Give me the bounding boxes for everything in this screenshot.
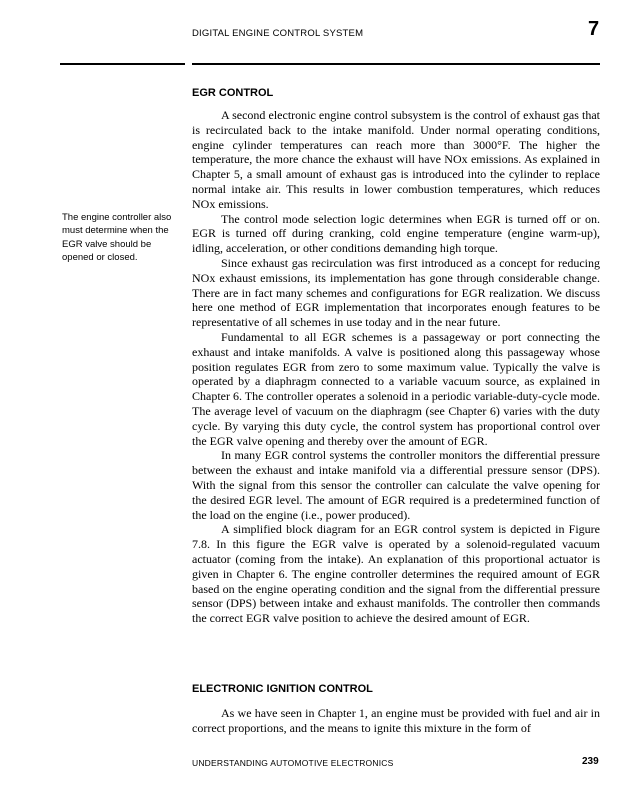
paragraph: The control mode selection logic determines when EGR is turned off or on. EGR is turned off during cranking, cold engine temperature (engine warm-up), idling, acceleration, or other conditions demanding high torque. (192, 211, 600, 256)
chapter-number: 7 (588, 18, 600, 40)
page-number: 239 (582, 756, 599, 767)
paragraph: In many EGR control systems the controller monitors the differential pressure between the exhaust and intake manifold via a differential pressure sensor (DPS). With the signal from this sensor the controller can calculate the valve opening for the desired EGR level. The amount of EGR required is a predetermined function of the load on the engine (i.e., power produced). (192, 448, 600, 522)
footer-title: UNDERSTANDING AUTOMOTIVE ELECTRONICS (192, 758, 394, 768)
paragraph: A second electronic engine control subsystem is the control of exhaust gas that is recirculated back to the intake manifold. Under normal operating conditions, engine cylinder temperatures can reach more than 3000°F. The higher the temperature, the more chance the exhaust will have NOx emissions. As explained in Chapter 5, a small amount of exhaust gas is introduced into the cylinder to replace normal intake air. This results in lower combustion temperatures, which reduces NOx emissions. (192, 108, 600, 211)
header-rule-right (192, 63, 600, 65)
paragraph: Since exhaust gas recirculation was first introduced as a concept for reducing NOx exhaust emissions, its implementation has gone through considerable change. There are in fact many schemes and configurations for EGR realization. We discuss here one method of EGR implementation that incorporates enough features to be representative of all schemes in use today and in the near future. (192, 255, 600, 330)
header-rule-left (60, 63, 185, 65)
paragraph: As we have seen in Chapter 1, an engine must be provided with fuel and air in correct proportions, and the means to ignite this mixture in the form of (192, 706, 600, 735)
egr-body (192, 108, 600, 626)
ignition-heading: ELECTRONIC IGNITION CONTROL (192, 683, 373, 695)
ignition-body (192, 706, 600, 736)
egr-heading: EGR CONTROL (192, 87, 274, 99)
paragraph: A simplified block diagram for an EGR control system is depicted in Figure 7.8. In this figure the EGR valve is operated by a solenoid-regulated vacuum actuator (coming from the intake). An explanation of this proportional actuator is given in Chapter 6. The engine controller determines the required amount of EGR based on the engine operating condition and the signal from the differential pressure sensor (DPS) between intake and exhaust manifolds. The controller then commands the correct EGR valve position to achieve the desired amount of EGR. (192, 522, 600, 626)
paragraph: Fundamental to all EGR schemes is a passageway or port connecting the exhaust and intake manifolds. A valve is positioned along this passageway whose position regulates EGR from zero to some maximum value. Typically the valve is operated by a diaphragm connected to a variable vacuum source, as explained in Chapter 6. The controller operates a solenoid in a periodic variable-duty-cycle mode. The average level of vacuum on the diaphragm (see Chapter 6) varies with the duty cycle. By varying this duty cycle, the control system has proportional control over the EGR valve opening and thereby over the amount of EGR. (192, 329, 600, 448)
sidenote: The engine controller also must determine when the EGR valve should be opened or closed. (62, 212, 172, 264)
header-title: DIGITAL ENGINE CONTROL SYSTEM (192, 28, 364, 39)
